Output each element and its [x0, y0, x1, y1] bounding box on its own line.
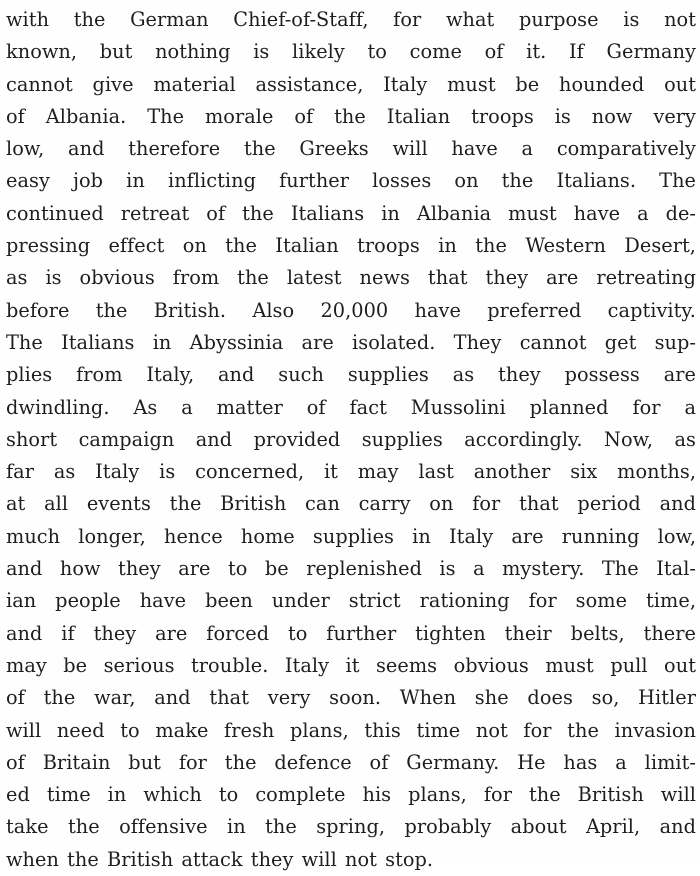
text-line: short campaign and provided supplies accordingly. Now, as [6, 427, 696, 451]
text-line: of the war, and that very soon. When she does so, Hitler [6, 686, 696, 710]
text-line: and if they are forced to further tighten their belts, there [6, 621, 696, 645]
text-line-final: when the British attack they will not stop. [6, 847, 434, 871]
text-line: of Britain but for the defence of Germany. He has a limit- [6, 750, 696, 774]
text-line: ed time in which to complete his plans, for the British will [6, 783, 696, 807]
text-line: continued retreat of the Italians in Albania must have a de- [6, 201, 696, 225]
text-line: of Albania. The morale of the Italian troops is now very [6, 104, 696, 128]
text-line: easy job in inflicting further losses on the Italians. The [6, 169, 696, 193]
text-line: will need to make fresh plans, this time not for the invasion [6, 718, 696, 742]
text-line: ian people have been under strict rationing for some time, [6, 589, 696, 613]
text-line: take the offensive in the spring, probably about April, and [6, 815, 696, 839]
text-line: plies from Italy, and such supplies as they possess are [6, 363, 696, 387]
text-line: known, but nothing is likely to come of it. If Germany [6, 40, 696, 64]
body-text [6, 4, 696, 876]
text-line: The Italians in Abyssinia are isolated. They cannot get sup- [6, 330, 696, 354]
text-line: with the German Chief-of-Staff, for what purpose is not [6, 8, 696, 31]
text-line: before the British. Also 20,000 have preferred captivity. [6, 298, 696, 322]
text-line: much longer, hence home supplies in Italy are running low, [6, 524, 696, 548]
text-line: pressing effect on the Italian troops in the Western Desert, [6, 234, 696, 258]
text-line: low, and therefore the Greeks will have a comparatively [6, 137, 696, 161]
text-line: may be serious trouble. Italy it seems obvious must pull out [6, 653, 696, 677]
text-line: at all events the British can carry on for that period and [6, 492, 696, 516]
text-line: far as Italy is concerned, it may last another six months, [6, 460, 696, 484]
text-line: dwindling. As a matter of fact Mussolini planned for a [6, 395, 696, 419]
text-line: as is obvious from the latest news that they are retreating [6, 266, 696, 290]
text-line: and how they are to be replenished is a mystery. The Ital- [6, 557, 696, 581]
text-line: cannot give material assistance, Italy must be hounded out [6, 72, 696, 96]
